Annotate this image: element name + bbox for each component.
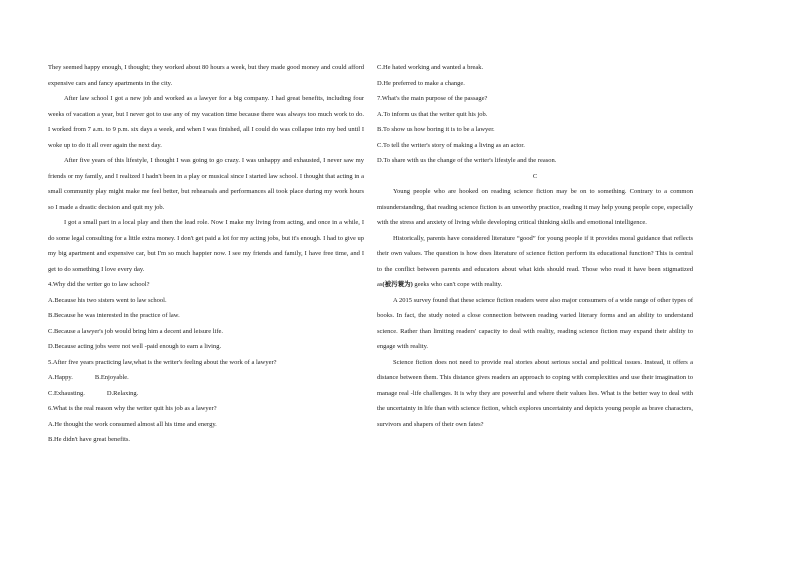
- question-7: 7.What's the main purpose of the passage?: [377, 95, 488, 102]
- question-5-option-d: D.Relaxing.: [106, 389, 139, 397]
- question-7-option-a: A.To inform us that the writer quit his job.: [377, 110, 488, 118]
- question-4-option-d: D.Because acting jobs were not well -paid enough to earn a living.: [48, 343, 222, 350]
- question-5-option-c: C.Exhausting.: [48, 389, 85, 397]
- passage-c-paragraph-2: [377, 231, 693, 293]
- passage-b-paragraph-1: They seemed happy enough, I thought; they worked about 80 hours a week, but they made good money and could afford expensive cars and fancy apartments in the city.: [48, 64, 364, 87]
- chinese-gloss: (被污蓑为): [382, 281, 413, 288]
- question-6: 6.What is the real reason why the writer quit his job as a lawyer?: [48, 405, 217, 412]
- passage-b-paragraph-3: After five years of this lifestyle, I thought I was going to go crazy. I was unhappy and exhausted, I never saw my friends or my family, and I realized I hadn't been in a play or musical since I started law school. I thought that acting in a small community play might make me feel better, but rehearsals and performances all took place during my work hours so I made a drastic decision and quit my job.: [48, 157, 364, 211]
- question-5-options-row-1: [48, 370, 364, 386]
- passage-b-paragraph-4: I got a small part in a local play and then the lead role. Now I make my living from acting, and once in a while, I do some legal consulting for a little extra money. I don't get paid a lot for my acting jobs, but it's enough. I had to give up my big apartment and expensive car, but I'm so much happier now. I see my friends and family, I have free time, and I get to do something I love every day.: [48, 219, 364, 273]
- left-column: [48, 60, 364, 448]
- question-4-option-a: A.Because his two sisters went to law school.: [48, 296, 167, 304]
- question-7-option-d: D.To share with us the change of the writer's lifestyle and the reason.: [377, 157, 557, 164]
- passage-c-paragraph-2-text: Historically, parents have considered literature “good” for young people if it provides moral guidance that reflects their own values. The question is how does literature of science fiction perform its educational function? This is central to the conflict between parents and educators about what kids should read. Those who read it have been stigmatized as: [377, 234, 693, 288]
- question-6-option-c: C.He hated working and wanted a break.: [377, 64, 484, 71]
- question-7-option-c: C.To tell the writer's story of making a living as an actor.: [377, 141, 525, 149]
- question-7-option-b: B.To show us how boring it is to be a lawyer.: [377, 126, 495, 133]
- passage-c-paragraph-1: Young people who are hooked on reading science fiction may be on to something. Contrary to a common misunderstanding, that reading science fiction is an unworthy practice, reading it may help young people cope, especially with the stress and anxiety of living while developing critical thinking skills and emotional intelligence.: [377, 188, 693, 226]
- passage-c-paragraph-4: Science fiction does not need to provide real stories about serious social and political issues. Instead, it offers a distance between them. This distance gives readers an approach to coping with complexities and use their imagination to manage real -life challenges. It is why they are powerful and where their values lies. What is the better way to deal with the uncertainty in life than with science fiction, which explores uncertainty and depicts young people as brave characters, survivors and shapers of their own fates?: [377, 358, 693, 428]
- question-5-options-row-2: [48, 386, 364, 402]
- right-column: [377, 60, 693, 432]
- question-4-option-c: C.Because a lawyer's job would bring him a decent and leisure life.: [48, 327, 223, 335]
- section-c-heading: C: [532, 172, 538, 180]
- passage-c-paragraph-3: A 2015 survey found that these science fiction readers were also major consumers of a wide range of other types of books. In fact, the study noted a close connection between reading varied literary forms and an ability to understand science. Rather than limiting readers' capacity to deal with reality, reading science fiction may expand their ability to engage with reality.: [377, 296, 693, 350]
- question-5: 5.After five years practicing law,what is the writer's feeling about the work of a lawyer?: [48, 358, 277, 366]
- passage-c-paragraph-2-end: geeks who can't cope with reality.: [412, 281, 503, 288]
- question-6-option-b: B.He didn't have great benefits.: [48, 436, 131, 443]
- question-4: 4.Why did the writer go to law school?: [48, 281, 150, 288]
- question-6-option-d: D.He preferred to make a change.: [377, 79, 465, 87]
- passage-b-paragraph-2: After law school I got a new job and worked as a lawyer for a big company. I had great benefits, including four weeks of vacation a year, but I never got to use any of my vacation time because there was always too much work to do. I worked from 7 a.m. to 9 p.m. six days a week, and when I was finished, all I could do was collapse into my bed until I woke up to do it all over again the next day.: [48, 95, 364, 149]
- question-6-option-a: A.He thought the work consumed almost all his time and energy.: [48, 420, 217, 428]
- question-5-option-b: B.Enjoyable.: [94, 374, 129, 381]
- question-5-option-a: A.Happy.: [48, 374, 73, 381]
- question-4-option-b: B.Because he was interested in the practice of law.: [48, 312, 180, 319]
